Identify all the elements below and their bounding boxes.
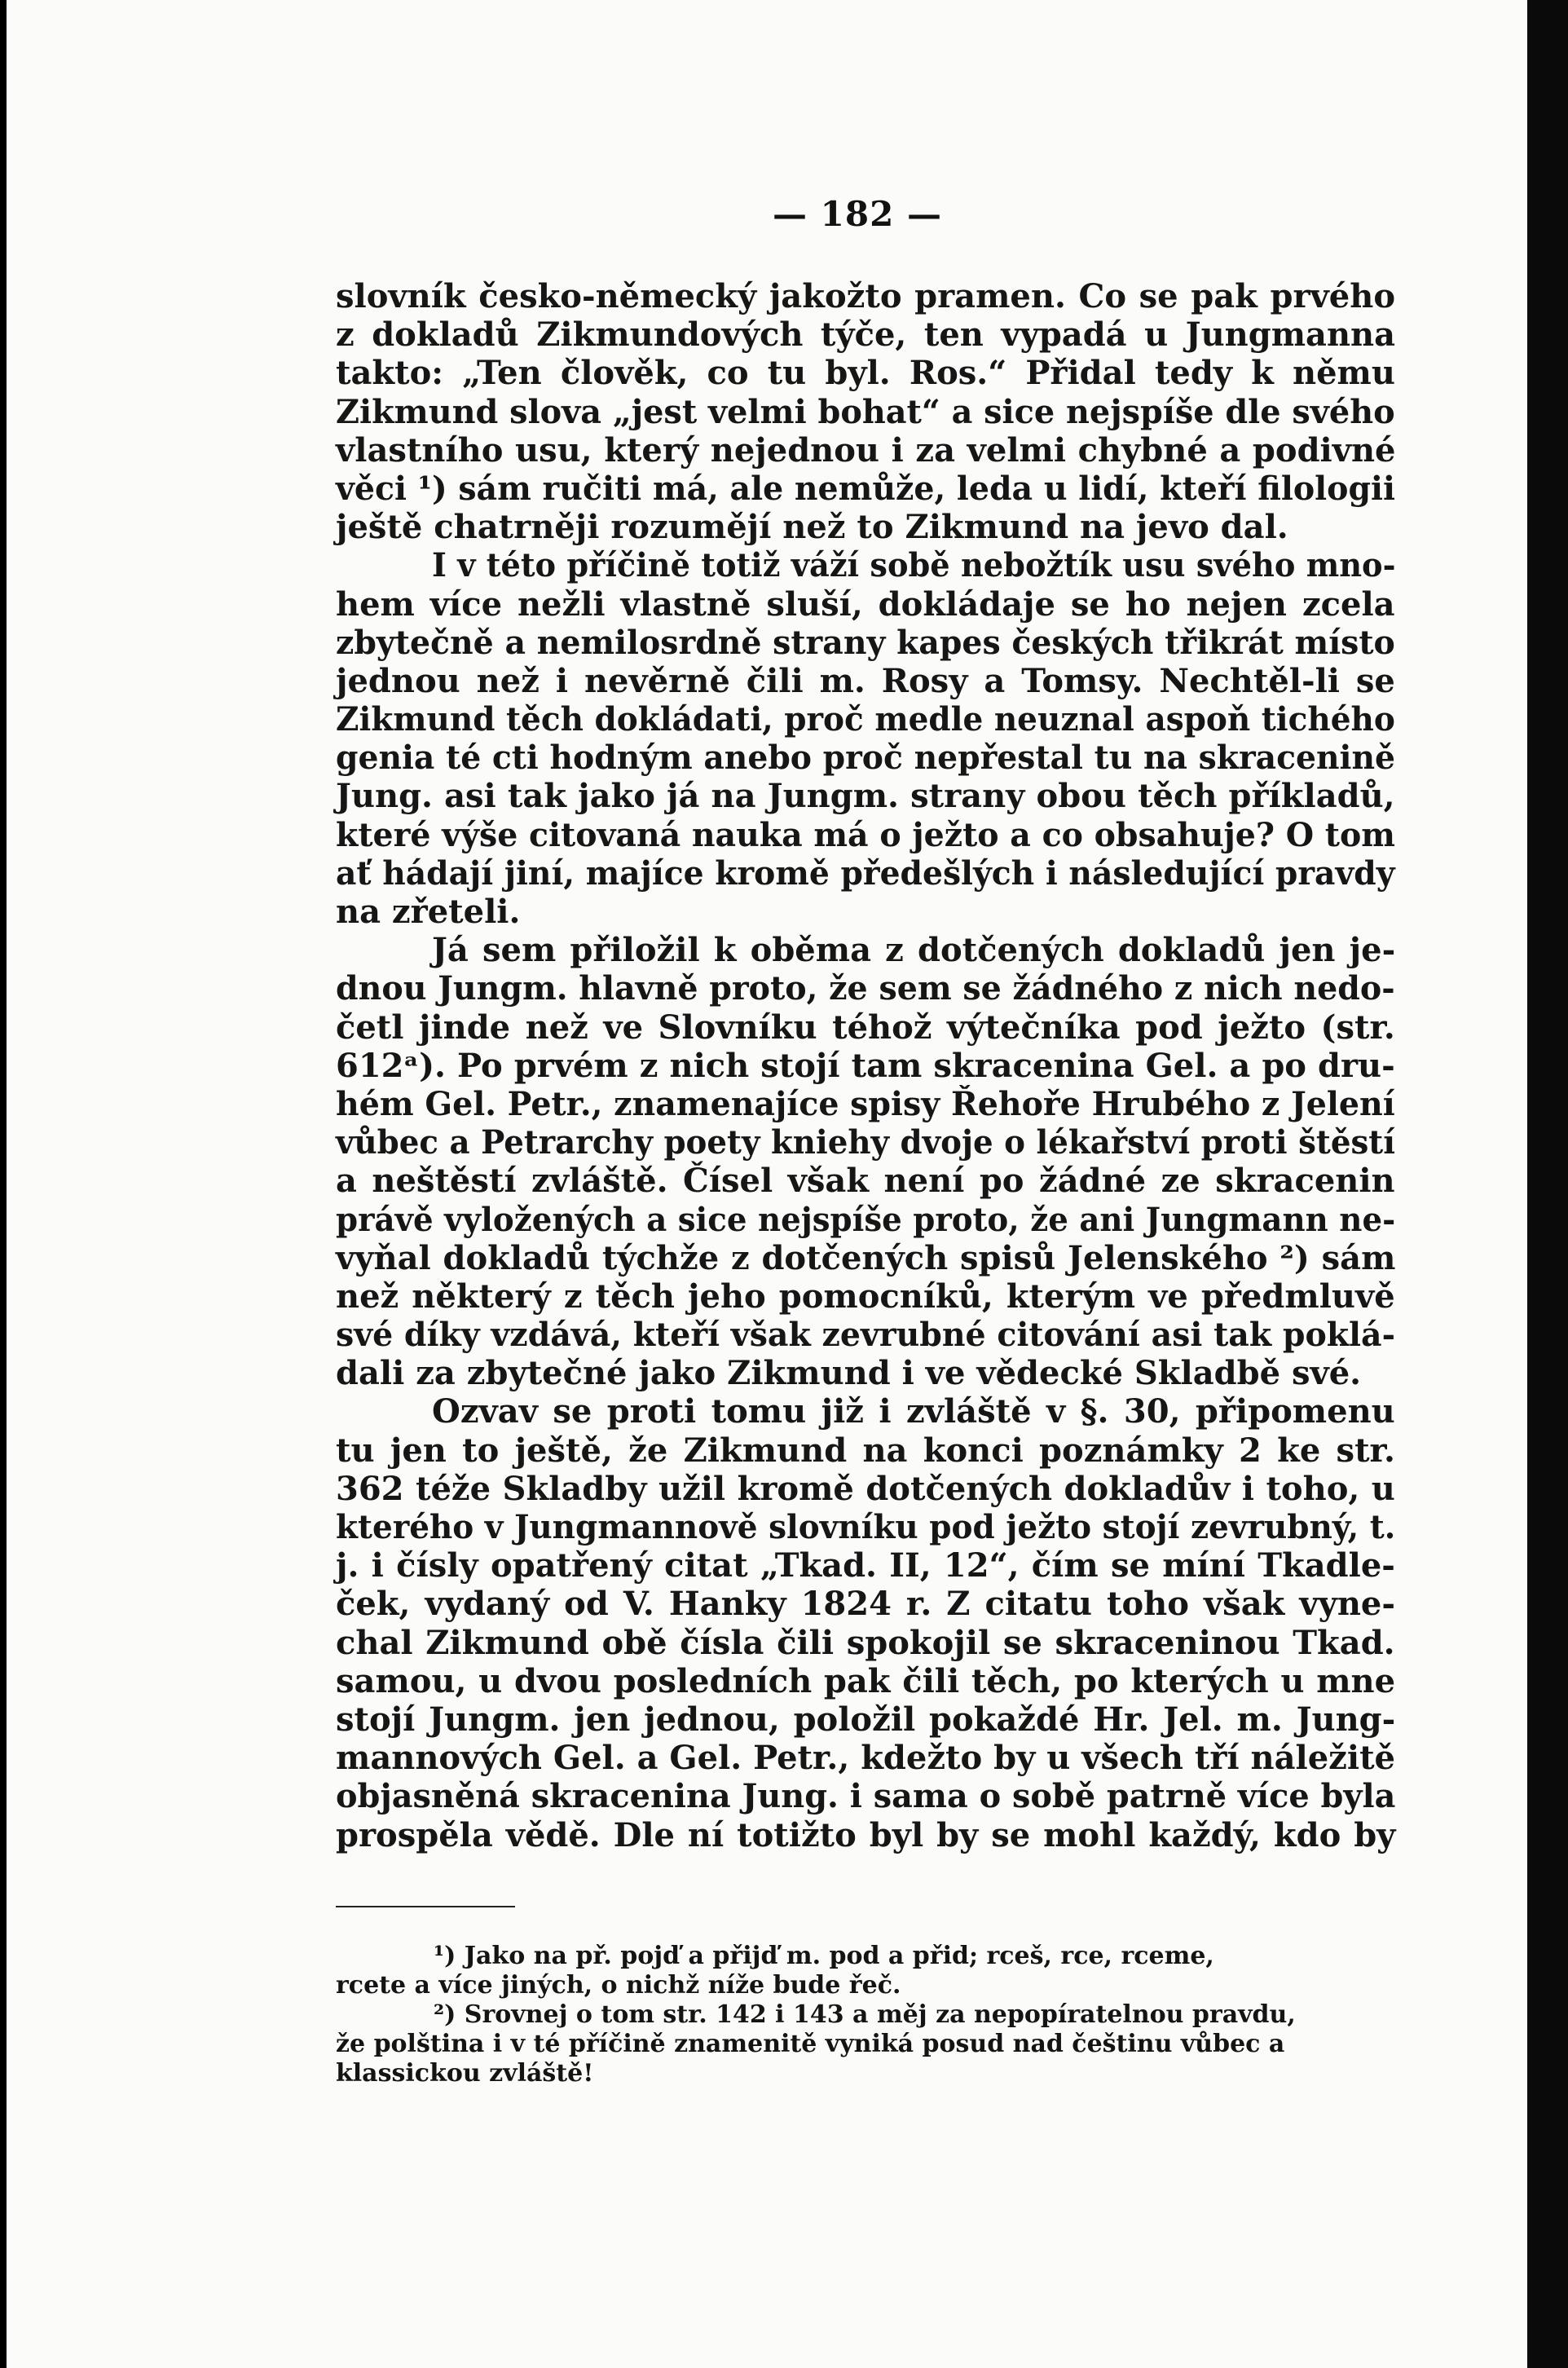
text-line: právě vyložených a sice nejspíše proto, že ani Jungmann ne- bbox=[336, 1200, 1396, 1239]
text-line: I v této příčině totiž váží sobě nebožtík usu svého mno- bbox=[432, 546, 1396, 585]
text-line: jednou než i nevěrně čili m. Rosy a Tomsy. Nechtěl-li se bbox=[336, 661, 1395, 700]
text-line: věci ¹) sám ručiti má, ale nemůže, leda u lidí, kteří filologii bbox=[336, 469, 1395, 508]
text-line: četl jinde než ve Slovníku téhož výtečníka pod ježto (str. bbox=[336, 1008, 1395, 1047]
text-line: vyňal dokladů týchže z dotčených spisů Jelenského ²) sám bbox=[336, 1238, 1396, 1277]
text-line: takto: „Ten člověk, co tu byl. Ros.“ Přidal tedy k němu bbox=[336, 354, 1395, 393]
text-line: stojí Jungm. jen jednou, položil pokaždé Hr. Jel. m. Jung- bbox=[336, 1700, 1396, 1739]
text-line: Ozvav se proti tomu již i zvláště v §. 30, připomenu bbox=[432, 1392, 1395, 1431]
text-line: objasněná skracenina Jung. i sama o sobě patrně více byla bbox=[336, 1777, 1396, 1816]
text-line: ať hádají jiní, majíce kromě předešlých i následující pravdy bbox=[336, 853, 1395, 893]
text-line: tu jen to ještě, že Zikmund na konci poznámky 2 ke str. bbox=[336, 1431, 1395, 1470]
text-line: hem více nežli vlastně sluší, dokládaje se ho nejen zcela bbox=[336, 584, 1395, 624]
page-number: — 182 — bbox=[773, 194, 942, 234]
text-line: 612ᵃ). Po prvém z nich stojí tam skracenina Gel. a po dru- bbox=[336, 1046, 1395, 1085]
text-line: zbytečně a nemilosrdně strany kapes českých třikrát místo bbox=[336, 623, 1395, 662]
text-line: než některý z těch jeho pomocníků, kterým ve předmluvě bbox=[336, 1277, 1395, 1316]
text-line: vůbec a Petrarchy poety kniehy dvoje o lékařství proti štěstí bbox=[336, 1123, 1395, 1162]
text-line: kterého v Jungmannově slovníku pod ježto stojí zevrubný, t. bbox=[336, 1508, 1396, 1546]
text-line: Jung. asi tak jako já na Jungm. strany obou těch příkladů, bbox=[336, 777, 1395, 816]
text-line: a neštěstí zvláště. Čísel však není po žádné ze skracenin bbox=[336, 1162, 1395, 1201]
footnotes bbox=[336, 1942, 1395, 2088]
text-line: Zikmund těch dokládati, proč medle neuznal aspoň tichého bbox=[336, 700, 1395, 739]
text-line: hém Gel. Petr., znamenajíce spisy Řehoře Hrubého z Jelení bbox=[336, 1084, 1395, 1123]
text-line: dali za zbytečné jako Zikmund i ve vědecké Skladbě své. bbox=[336, 1354, 1362, 1393]
text-line: Zikmund slova „jest velmi bohat“ a sice nejspíše dle svého bbox=[336, 392, 1395, 431]
scan-border bbox=[1527, 0, 1568, 2368]
body-text bbox=[336, 277, 1395, 1854]
footnote-separator bbox=[336, 1906, 515, 1907]
text-line: Já sem přiložil k oběma z dotčených dokladů jen je- bbox=[432, 931, 1396, 970]
text-line: ček, vydaný od V. Hanky 1824 r. Z citatu toho však vyne- bbox=[336, 1585, 1395, 1624]
footnote-line: že polština i v té příčině znamenitě vyniká posud nad češtinu vůbec a bbox=[336, 2030, 1285, 2058]
text-line: na zřeteli. bbox=[336, 893, 521, 931]
text-line: ještě chatrněji rozumějí než to Zikmund na jevo dal. bbox=[336, 508, 1288, 547]
text-line: vlastního usu, který nejednou i za velmi chybné a podivné bbox=[336, 430, 1396, 470]
text-line: chal Zikmund obě čísla čili spokojil se skraceninou Tkad. bbox=[336, 1623, 1395, 1662]
footnote-line: ¹) Jako na př. pojď a přijď m. pod a přid; rceš, rce, rceme, bbox=[434, 1942, 1214, 1970]
text-line: genia té cti hodným anebo proč nepřestal tu na skracenině bbox=[336, 739, 1396, 778]
footnote-line: rcete a více jiných, o nichž níže bude řeč. bbox=[336, 1971, 901, 2000]
footnote-line: ²) Srovnej o tom str. 142 i 143 a měj za nepopíratelnou pravdu, bbox=[434, 2000, 1296, 2029]
text-line: dnou Jungm. hlavně proto, že sem se žádného z nich nedo- bbox=[336, 969, 1395, 1008]
text-line: které výše citovaná nauka má o ježto a co obsahuje? O tom bbox=[336, 815, 1395, 854]
text-line: samou, u dvou posledních pak čili těch, po kterých u mne bbox=[336, 1661, 1396, 1700]
text-line: 362 téže Skladby užil kromě dotčených dokladův i toho, u bbox=[336, 1469, 1395, 1508]
text-line: mannových Gel. a Gel. Petr., kdežto by u všech tří náležitě bbox=[336, 1739, 1395, 1778]
footnote-line: klassickou zvláště! bbox=[336, 2059, 594, 2088]
text-line: slovník česko-německý jakožto pramen. Co se pak prvého bbox=[336, 277, 1395, 315]
text-line: prospěla vědě. Dle ní totižto byl by se mohl každý, kdo by bbox=[336, 1815, 1396, 1854]
text-line: j. i čísly opatřený citat „Tkad. II, 12“, čím se míní Tkadle- bbox=[336, 1546, 1395, 1585]
text-line: své díky vzdává, kteří však zevrubné citování asi tak poklá- bbox=[336, 1316, 1395, 1355]
text-line: z dokladů Zikmundových týče, ten vypadá u Jungmanna bbox=[336, 315, 1396, 355]
